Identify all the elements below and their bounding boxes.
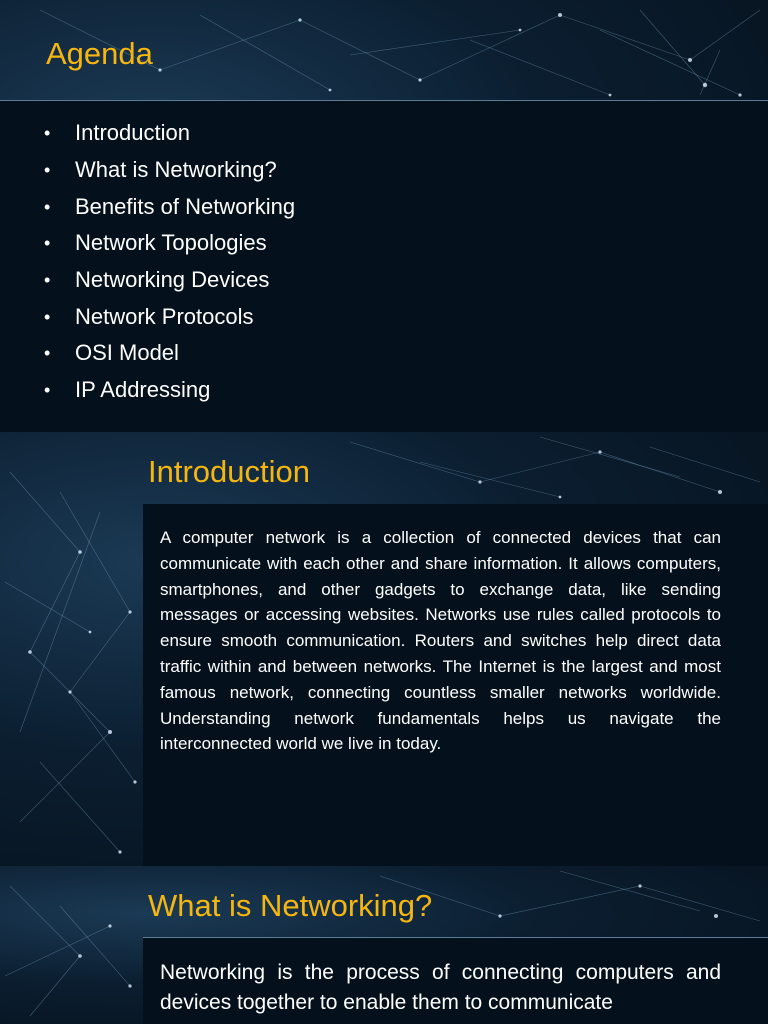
- list-item: [44, 372, 295, 409]
- agenda-item-label: Networking Devices: [75, 267, 270, 293]
- introduction-panel: [143, 504, 768, 866]
- agenda-item-label: Introduction: [75, 120, 190, 146]
- bullet-icon: •: [44, 160, 51, 181]
- agenda-title: Agenda: [46, 36, 153, 71]
- what-is-networking-slide: [0, 866, 768, 1024]
- bullet-icon: •: [44, 233, 51, 254]
- bullet-icon: •: [44, 306, 51, 327]
- what-is-networking-panel: [143, 938, 768, 1024]
- bullet-icon: •: [44, 196, 51, 217]
- agenda-panel: [0, 101, 768, 432]
- introduction-body: A computer network is a collection of connected devices that can communicate with each other and share information. It allows computers, smartphones, and other gadgets to exchange data, like sending messages or accessing websites. Networks use rules called protocols to ensure smooth communication. Routers and switches help direct data traffic within and between networks. The Internet is the largest and most famous network, connecting countless smaller networks worldwide. Understanding network fundamentals helps us navigate the interconnected world we live in today.: [160, 528, 721, 754]
- list-item: [44, 225, 295, 262]
- agenda-list: [44, 115, 295, 409]
- bullet-icon: •: [44, 343, 51, 364]
- agenda-item-label: Network Topologies: [75, 230, 267, 256]
- what-is-networking-title: What is Networking?: [148, 888, 433, 923]
- agenda-item-label: Benefits of Networking: [75, 193, 296, 219]
- list-item: [44, 115, 295, 152]
- introduction-slide: [0, 432, 768, 866]
- what-is-networking-body: Networking is the process of connecting computers and devices together to enable them to communicate: [160, 961, 721, 1014]
- list-item: [44, 188, 295, 225]
- list-item: [44, 262, 295, 299]
- list-item: [44, 152, 295, 189]
- introduction-title: Introduction: [148, 454, 310, 489]
- bullet-icon: •: [44, 123, 51, 144]
- agenda-item-label: IP Addressing: [75, 377, 211, 403]
- agenda-item-label: What is Networking?: [75, 157, 277, 183]
- agenda-slide: [0, 0, 768, 432]
- bullet-icon: •: [44, 380, 51, 401]
- agenda-item-label: OSI Model: [75, 340, 179, 366]
- list-item: [44, 298, 295, 335]
- bullet-icon: •: [44, 270, 51, 291]
- list-item: [44, 335, 295, 372]
- agenda-item-label: Network Protocols: [75, 303, 254, 329]
